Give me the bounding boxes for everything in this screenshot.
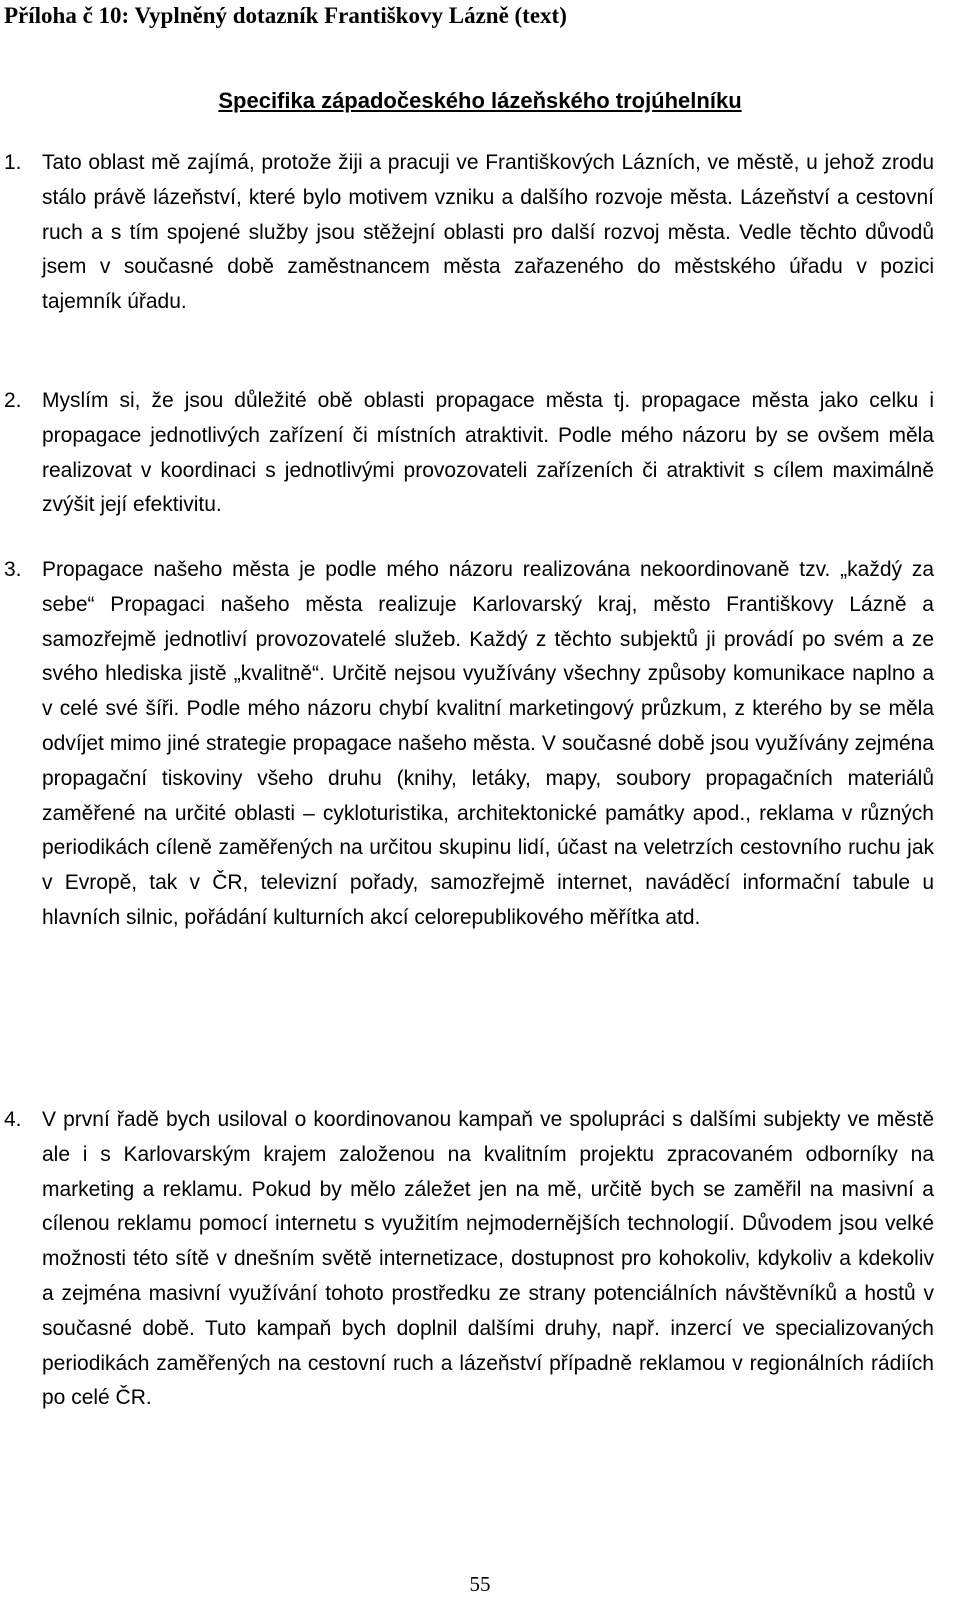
answer-item-2 xyxy=(4,384,934,523)
answer-item-1 xyxy=(4,146,934,320)
page-number: 55 xyxy=(469,1572,491,1596)
answer-text: Myslím si, že jsou důležité obě oblasti propagace města tj. propagace města jako celku i propagace jednotlivých zařízení či místních atraktivit. Podle mého názoru by se ovšem měla realizovat v koordinaci s jednotlivými provozovateli zařízeních či atraktivit s cílem maximálně zvýšit její efektivitu. xyxy=(42,389,934,517)
appendix-heading: Příloha č 10: Vyplněný dotazník Františkovy Lázně (text) xyxy=(4,3,567,28)
answer-text: Tato oblast mě zajímá, protože žiji a pracuji ve Františkových Lázních, ve městě, u jehož zrodu stálo právě lázeňství, které bylo motivem vzniku a dalšího rozvoje města. Lázeňství a cestovní ruch a s tím spojené služby jsou stěžejní oblasti pro další rozvoj města. Vedle těchto důvodů jsem v současné době zaměstnancem města zařazeného do městského úřadu v pozici tajemník úřadu. xyxy=(42,151,934,314)
answer-text: V první řadě bych usiloval o koordinovanou kampaň ve spolupráci s dalšími subjekty ve městě ale i s Karlovarským krajem založenou na kvalitním projektu zpracovaném odborníky na marketing a reklamu. Pokud by mělo záležet jen na mě, určitě bych se zaměřil na masivní a cílenou reklamu pomocí internetu s využitím nejmodernějších technologií. Důvodem jsou velké možnosti této sítě v dnešním světě internetizace, dostupnost pro kohokoliv, kdykoliv a kdekoliv a zejména masivní využívání tohoto prostředku ze strany potenciálních návštěvníků a hostů v současné době. Tuto kampaň bych doplnil dalšími druhy, např. inzercí ve specializovaných periodikách zaměřených na cestovní ruch a lázeňství případně reklamou v regionálních rádiích po celé ČR. xyxy=(42,1108,934,1410)
answer-number: 2. xyxy=(4,389,22,412)
section-subheading: Specifika západočeského lázeňského trojúhelníku xyxy=(218,88,742,113)
answer-number: 4. xyxy=(4,1108,22,1131)
answer-item-3 xyxy=(4,553,934,936)
answer-number: 3. xyxy=(4,558,22,581)
answer-text: Propagace našeho města je podle mého názoru realizována nekoordinovaně tzv. „každý za sebe“ Propagaci našeho města realizuje Karlovarský kraj, město Františkovy Lázně a samozřejmě jednotliví provozovatelé služeb. Každý z těchto subjektů ji provádí po svém a ze svého hlediska jistě „kvalitně“. Určitě nejsou využívány všechny způsoby komunikace naplno a v celé své šíři. Podle mého názoru chybí kvalitní marketingový průzkum, z kterého by se měla odvíjet mimo jiné strategie propagace našeho města. V současné době jsou využívány zejména propagační tiskoviny všeho druhu (knihy, letáky, mapy, soubory propagačních materiálů zaměřené na určité oblasti – cykloturistika, architektonické památky apod., reklama v různých periodikách cíleně zaměřených na určitou skupinu lidí, účast na veletrzích cestovního ruchu jak v Evropě, tak v ČR, televizní pořady, samozřejmě internet, naváděcí informační tabule u hlavních silnic, pořádání kulturních akcí celorepublikového měřítka atd. xyxy=(42,558,934,929)
answer-item-4 xyxy=(4,1103,934,1416)
answer-number: 1. xyxy=(4,151,22,174)
